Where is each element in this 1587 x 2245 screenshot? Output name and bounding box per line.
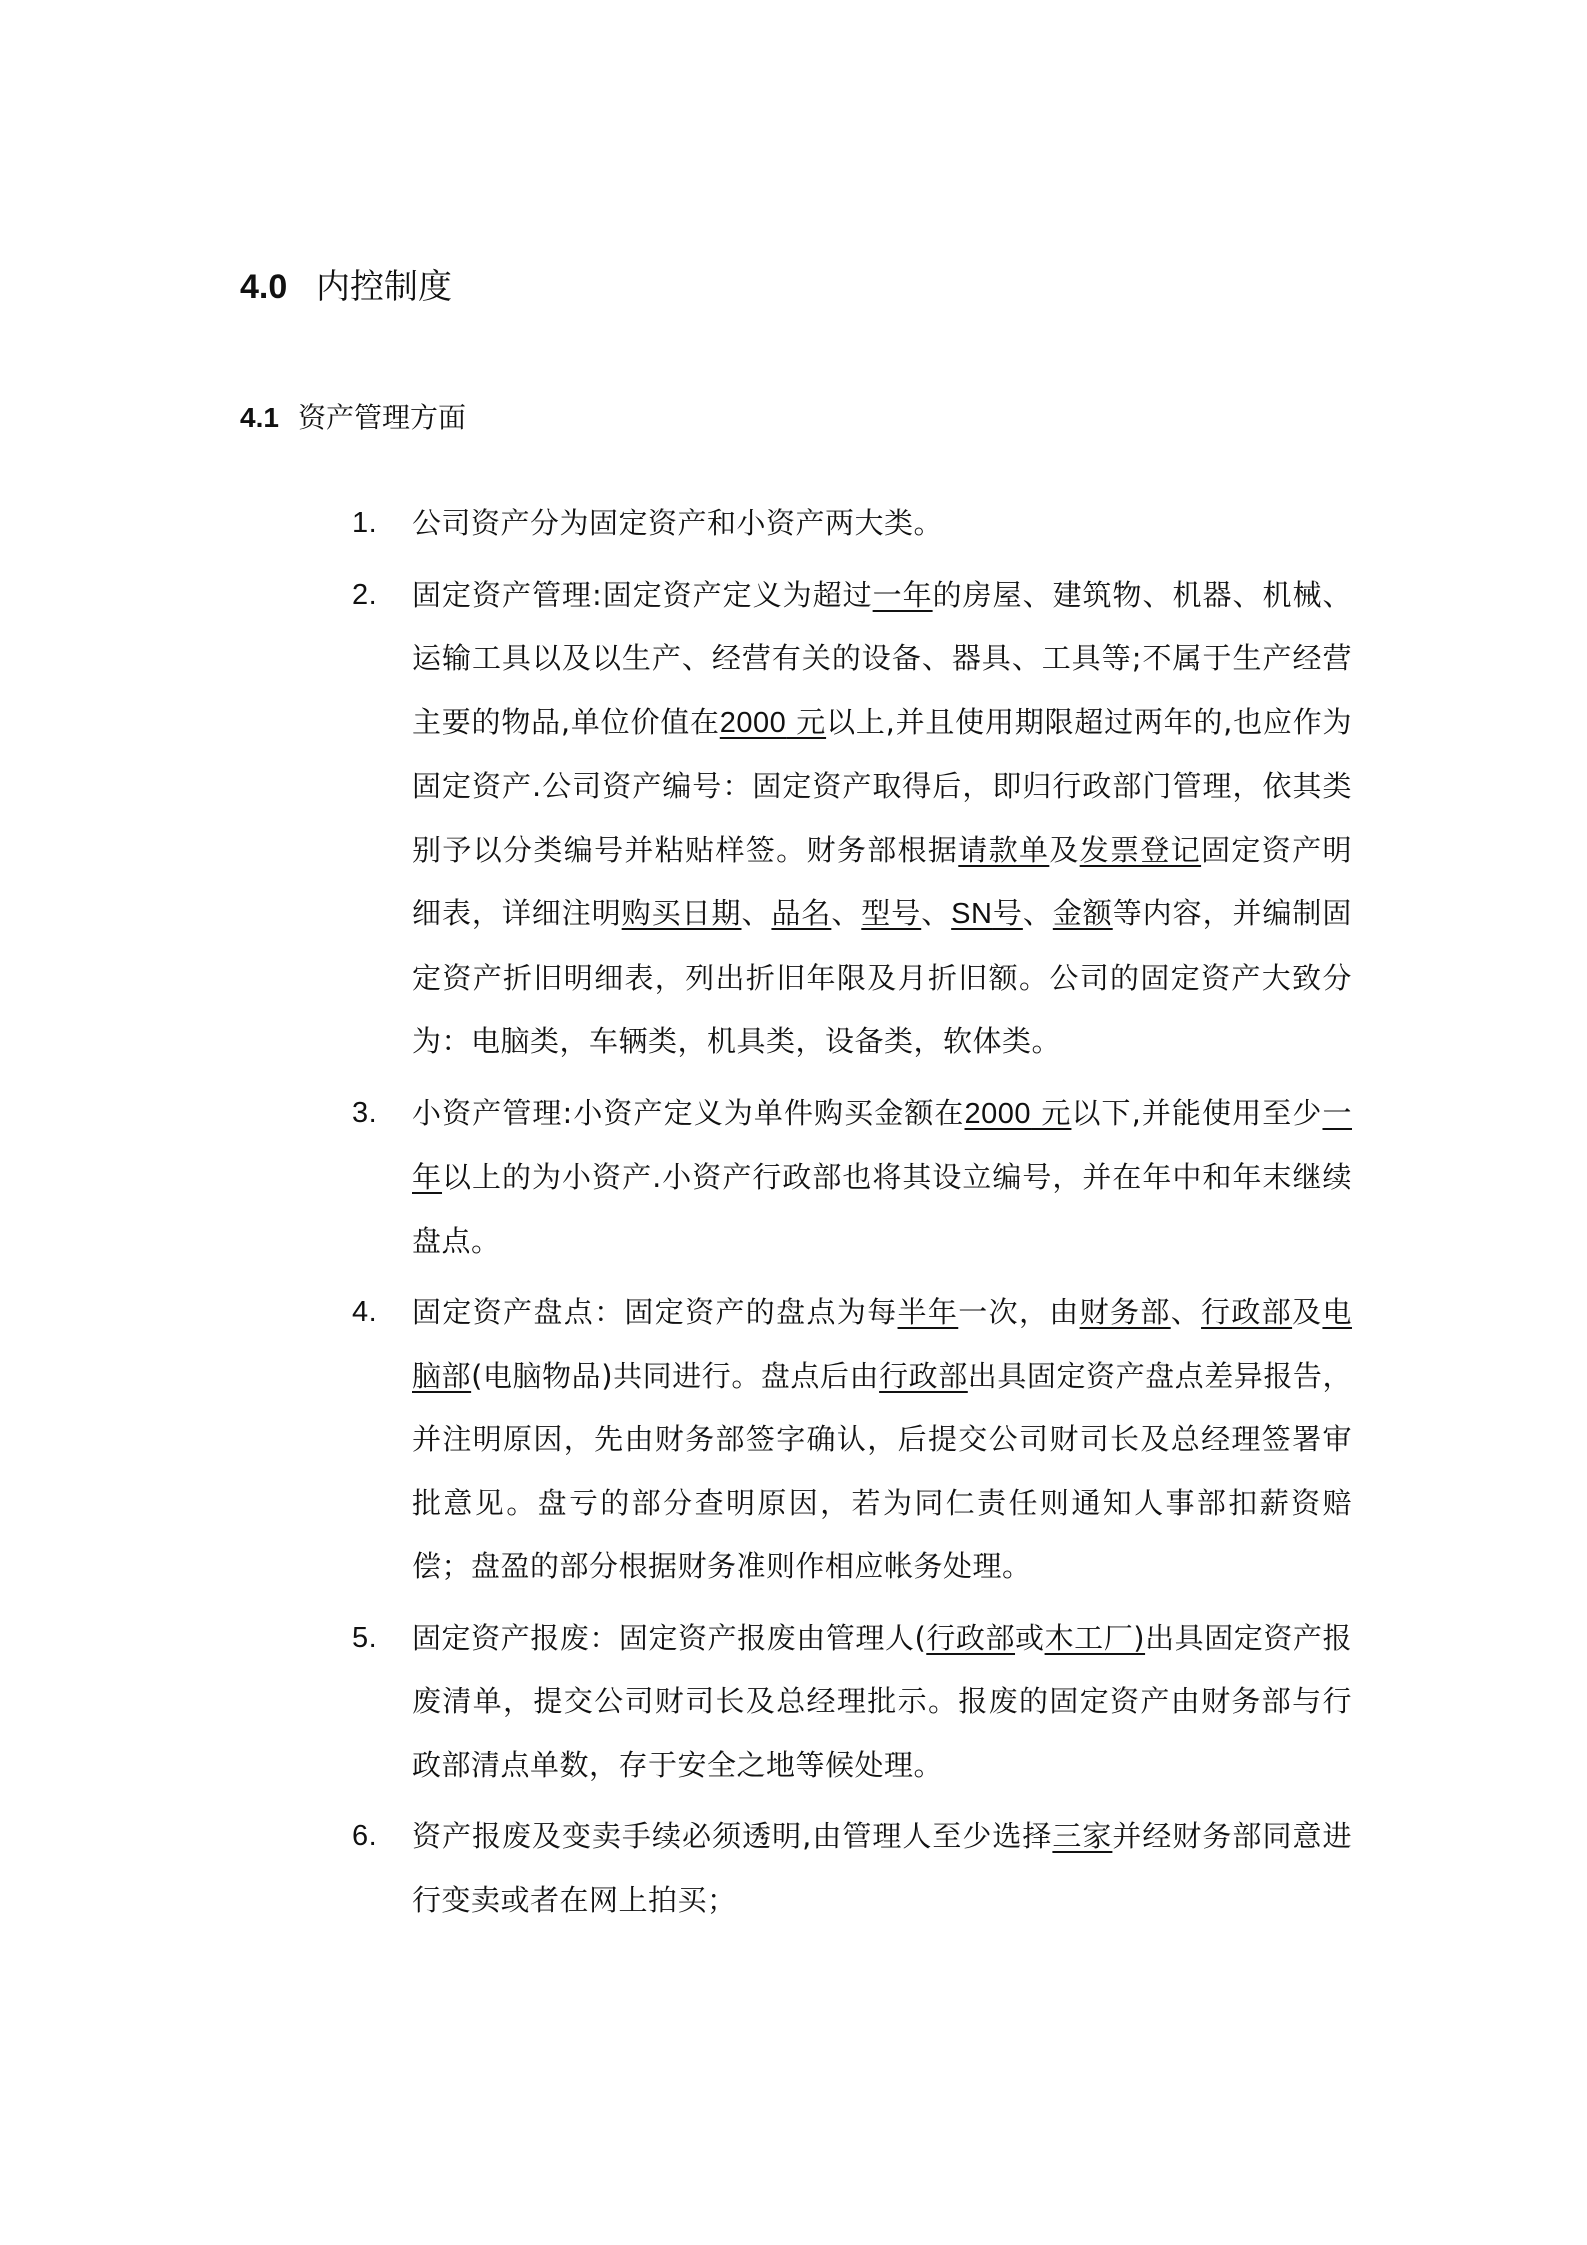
underlined-term: 半年: [897, 1295, 959, 1329]
underlined-term: 发票登记: [1079, 832, 1202, 867]
list-item: [352, 1805, 1352, 1932]
list-item-number: 1.: [352, 507, 378, 539]
list-item-text: 以上的为小资产.小资产行政部也将其设立编号，并在年中和年末继续盘点。: [412, 1160, 1352, 1258]
list-item-text: 、: [1022, 896, 1053, 930]
list-item: [352, 1281, 1352, 1599]
list-item-text: 、: [1170, 1295, 1202, 1329]
underlined-term: 财务部: [1079, 1295, 1171, 1329]
list-item-text: 等内容，并编制固定资产折旧明细表，列出折旧年限及月折旧额。公司的固定资产大致分为：电脑类，车辆类，机具类，设备类，软体类。: [412, 896, 1352, 1058]
underlined-term: 2000: [964, 1097, 1032, 1130]
asset-management-list: [352, 492, 1352, 1932]
underlined-term: 行政部: [879, 1358, 968, 1393]
underlined-term: 电脑部: [412, 1295, 1352, 1393]
list-item-text: 、: [921, 896, 952, 930]
list-item-text: 以下,并能使用至少: [1071, 1095, 1323, 1130]
section-heading: [240, 396, 466, 440]
underlined-term: 请款单: [958, 832, 1050, 867]
list-item-text: 及: [1292, 1295, 1323, 1329]
chapter-title: 内控制度: [316, 267, 452, 307]
list-item-text: 出具固定资产报废清单，提交公司财司长及总经理批示。报废的固定资产由财务部与行政部清点单数，存于安全之地等候处理。: [412, 1620, 1352, 1782]
list-item: [352, 1082, 1352, 1274]
underlined-term: 号: [992, 896, 1023, 930]
section-number: 4.1: [240, 402, 279, 433]
underlined-term: 木工厂): [1044, 1620, 1146, 1655]
list-item-text: 、: [741, 896, 772, 930]
list-item: [352, 564, 1352, 1074]
list-item-number: 5.: [352, 1621, 378, 1654]
underlined-term: 2000: [719, 706, 787, 739]
list-item-text: 出具固定资产盘点差异报告，并注明原因，先由财务部签字确认，后提交公司财司长及总经理签署审批意见。盘亏的部分查明原因，若为同仁责任则通知人事部扣薪资赔偿；盘盈的部分根据财务准则作相应帐务处理。: [412, 1358, 1352, 1583]
underlined-term: 一年: [412, 1095, 1352, 1194]
chapter-number: 4.0: [240, 268, 288, 306]
underlined-term: 行政部: [926, 1620, 1016, 1655]
underlined-term: 三家: [1052, 1819, 1113, 1853]
list-item-text: 、: [831, 896, 862, 930]
list-item-text: 固定资产盘点：固定资产的盘点为每: [412, 1295, 898, 1329]
list-item-text: 的房屋、建筑物、机器、机械、运输工具以及以生产、经营有关的设备、器具、工具等;不属于生产经营主要的物品,单位价值在: [412, 577, 1352, 739]
list-item-number: 2.: [352, 578, 378, 611]
list-item-text: 或: [1015, 1620, 1045, 1655]
underlined-term: 金额: [1052, 896, 1113, 930]
list-item: [352, 1607, 1352, 1798]
list-item-text: 固定资产管理:固定资产定义为超过: [412, 577, 873, 612]
chapter-heading: [240, 262, 452, 312]
list-item: [352, 492, 1352, 556]
list-item-text: 资产报废及变卖手续必须透明,由管理人至少选择: [412, 1819, 1053, 1853]
list-item-text: 固定资产明细表，详细注明: [412, 832, 1352, 930]
list-item-text: 并经财务部同意进行变卖或者在网上拍买；: [412, 1819, 1352, 1917]
list-item-text: 及: [1049, 832, 1080, 867]
list-item-text: 一次，由: [958, 1295, 1080, 1329]
underlined-term: 品名: [771, 896, 832, 930]
underlined-term: 型号: [861, 896, 922, 930]
list-item-number: 6.: [352, 1820, 378, 1852]
underlined-term: 行政部: [1201, 1295, 1293, 1329]
list-item-text: (电脑物品)共同进行。盘点后由: [471, 1358, 880, 1393]
underlined-term: 一年: [872, 577, 933, 612]
list-item-text: 以上,并且使用期限超过两年的,也应作为固定资产.公司资产编号：固定资产取得后，即归行政部门管理，依其类别予以分类编号并粘贴样签。财务部根据: [412, 704, 1353, 867]
section-title: 资产管理方面: [298, 401, 467, 434]
underlined-term: 元: [786, 704, 827, 739]
list-item-text: 公司资产分为固定资产和小资产两大类。: [412, 506, 944, 540]
list-item-number: 4.: [352, 1296, 378, 1328]
list-item-number: 3.: [352, 1096, 378, 1129]
list-item-text: 固定资产报废：固定资产报废由管理人(: [412, 1620, 927, 1655]
underlined-term: 元: [1031, 1095, 1072, 1130]
underlined-term: SN: [951, 898, 993, 930]
list-item-text: 小资产管理:小资产定义为单件购买金额在: [412, 1095, 965, 1130]
underlined-term: 购买日期: [621, 896, 742, 930]
